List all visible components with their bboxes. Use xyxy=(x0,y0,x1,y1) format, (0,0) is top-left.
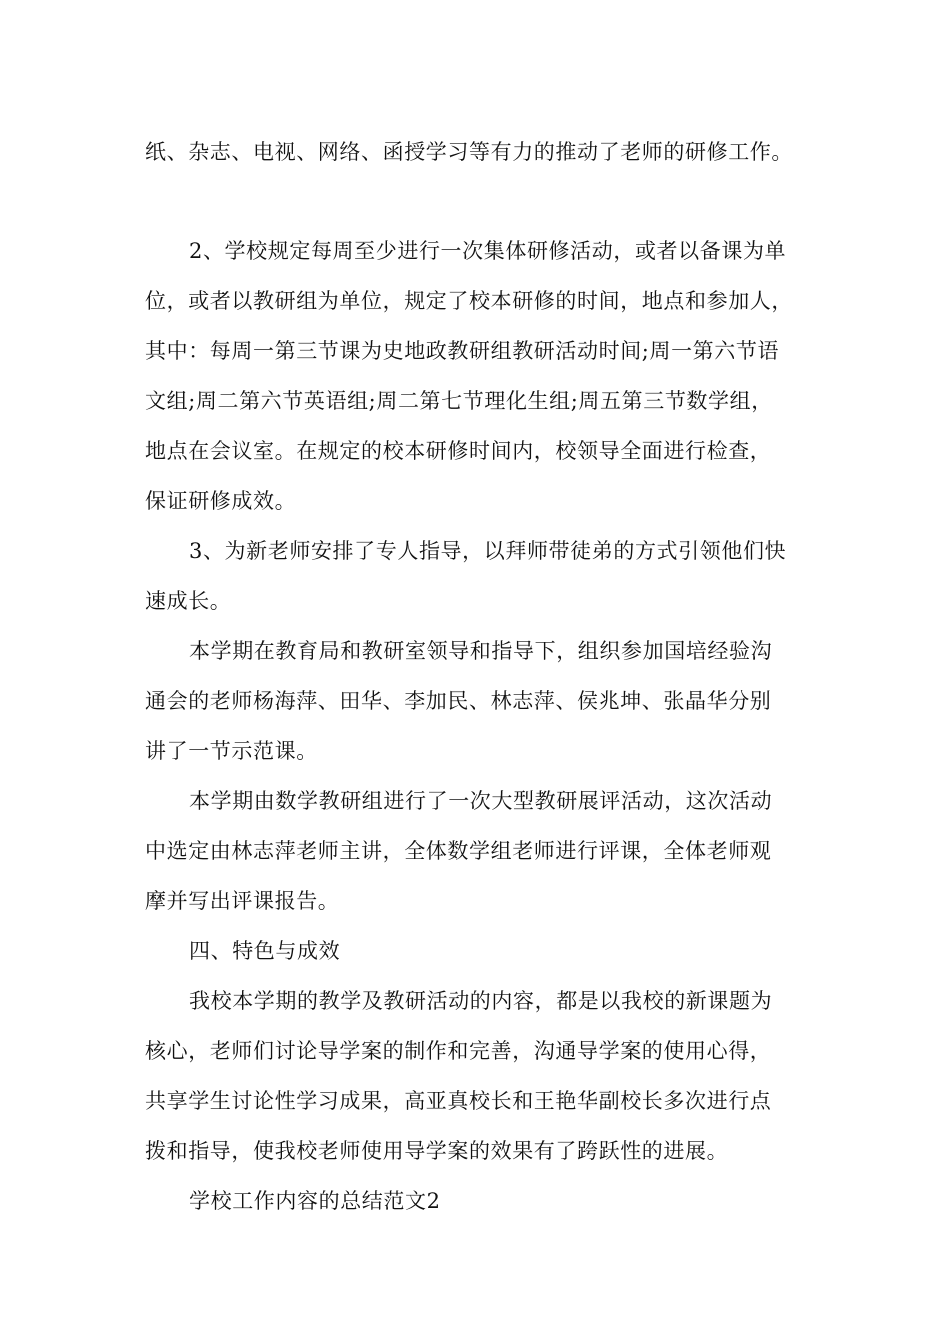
text-line-14: 中选定由林志萍老师主讲，全体数学组老师进行评课，全体老师观 xyxy=(145,839,772,863)
text-line-10: 本学期在教育局和教研室领导和指导下，组织参加国培经验沟 xyxy=(189,639,773,663)
text-line-15: 摩并写出评课报告。 xyxy=(145,889,340,913)
text-line-20: 拨和指导，使我校老师使用导学案的效果有了跨跃性的进展。 xyxy=(145,1139,729,1163)
text-line-6: 地点在会议室。在规定的校本研修时间内，校领导全面进行检查， xyxy=(145,439,772,463)
text-line-9: 速成长。 xyxy=(145,589,232,613)
text-line-11: 通会的老师杨海萍、田华、李加民、林志萍、侯兆坤、张晶华分别 xyxy=(145,689,772,713)
text-line-3: 位，或者以教研组为单位，规定了校本研修的时间，地点和参加人， xyxy=(145,289,793,313)
text-line-1: 纸、杂志、电视、网络、函授学习等有力的推动了老师的研修工作。 xyxy=(145,140,793,164)
text-line-8: 3、为新老师安排了专人指导，以拜师带徒弟的方式引领他们快 xyxy=(189,539,787,563)
section-heading: 四、特色与成效 xyxy=(189,939,341,963)
text-line-5: 文组;周二第六节英语组;周二第七节理化生组;周五第三节数学组， xyxy=(145,389,773,413)
text-line-12: 讲了一节示范课。 xyxy=(145,739,318,763)
text-line-2: 2、学校规定每周至少进行一次集体研修活动，或者以备课为单 xyxy=(189,239,787,263)
text-line-4: 其中：每周一第三节课为史地政教研组教研活动时间;周一第六节语 xyxy=(145,339,780,363)
text-line-7: 保证研修成效。 xyxy=(145,489,297,513)
text-line-18: 核心，老师们讨论导学案的制作和完善，沟通导学案的使用心得， xyxy=(145,1039,772,1063)
text-line-17: 我校本学期的教学及教研活动的内容，都是以我校的新课题为 xyxy=(189,989,773,1013)
text-line-19: 共享学生讨论性学习成果，高亚真校长和王艳华副校长多次进行点 xyxy=(145,1089,772,1113)
text-line-13: 本学期由数学教研组进行了一次大型教研展评活动，这次活动 xyxy=(189,789,773,813)
section-title: 学校工作内容的总结范文2 xyxy=(189,1189,441,1213)
